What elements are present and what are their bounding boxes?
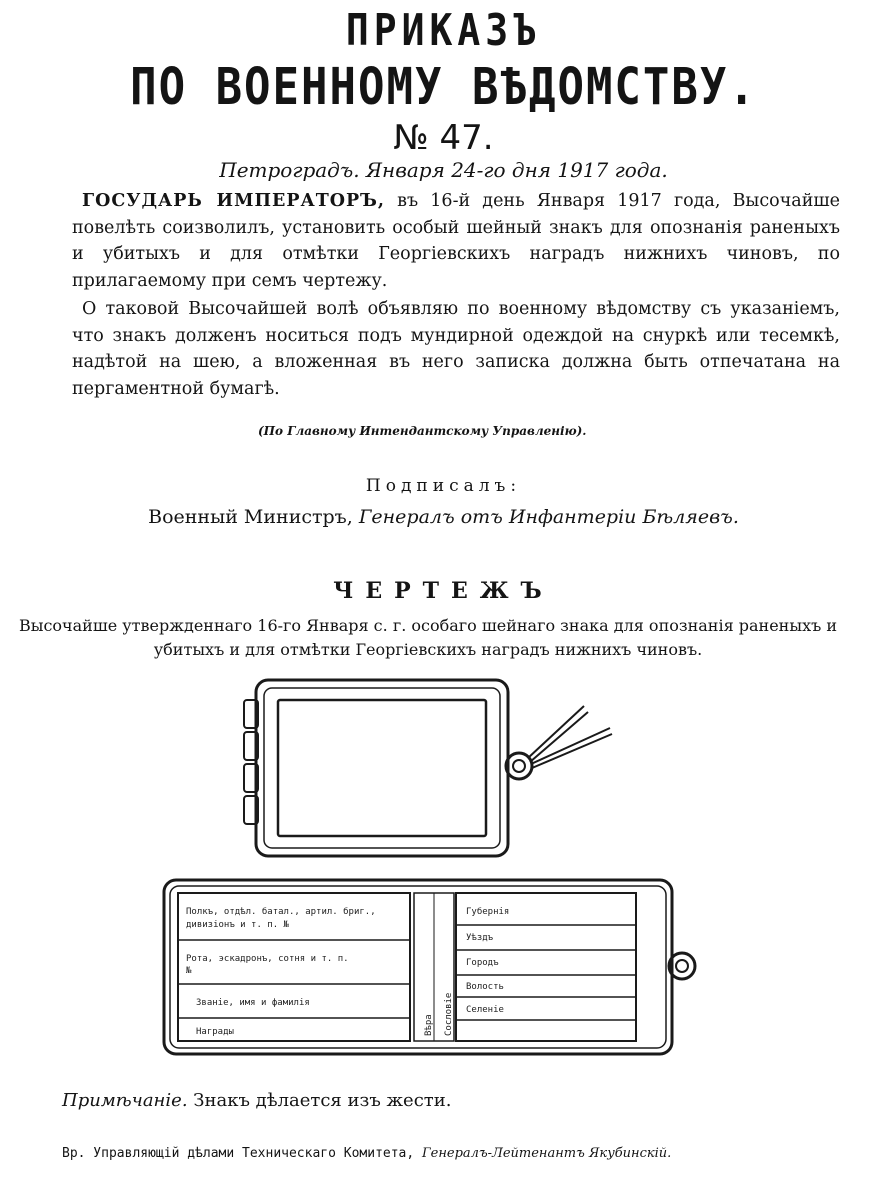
form-field-name: Званіе, имя и фамилія <box>196 998 310 1008</box>
form-field-district: Уѣздъ <box>466 933 494 943</box>
footer-name: Генералъ-Лейтенантъ Якубинскій. <box>422 1146 672 1161</box>
drawing-caption: Высочайше утвержденнаго 16-го Января с. г. особаго шейнаго знака для опознанія раненыхъ и убитыхъ и для отмѣтки Георгіевскихъ наградъ нижнихъ чиновъ. <box>18 616 838 659</box>
form-field-company-1: Рота, эскадронъ, сотня и т. п. <box>186 954 349 964</box>
note-text: Знакъ дѣлается изъ жести. <box>187 1090 452 1111</box>
paragraph-2: О таковой Высочайшей волѣ объявляю по военному вѣдомству съ указаніемъ, что знакъ долженъ носиться подъ мундирной одеждой на снуркѣ или тесемкѣ, надѣтой на шею, а вложенная въ него записка должна быть отпечатана на пергаментной бумагѣ. <box>72 299 840 399</box>
footer-text: Вр. Управляющій дѣлами Техническаго Комитета, <box>62 1146 423 1161</box>
form-field-volost: Волость <box>466 982 504 992</box>
form-field-regiment-2: дивизіонъ и т. п. № <box>186 920 289 930</box>
note-label: Примѣчаніе. <box>62 1090 188 1111</box>
signer-name: Генералъ отъ Инфантеріи Бѣляевъ. <box>358 506 739 528</box>
signer-position: Военный Министръ, <box>148 506 359 528</box>
form-field-estate: Сословіе <box>444 992 454 1036</box>
dateline: Петроградъ. Января 24-го дня 1917 года. <box>219 158 668 182</box>
order-number: № 47. <box>393 118 494 158</box>
form-field-faith: Вѣра <box>424 1014 434 1036</box>
form-field-town: Городъ <box>466 958 499 968</box>
form-field-awards: Награды <box>196 1027 234 1037</box>
footer-signature <box>62 1146 671 1161</box>
paragraph-1-lead: ГОСУДАРЬ ИМПЕРАТОРЪ, <box>82 191 385 211</box>
source-note: (По Главному Интендантскому Управленію). <box>258 424 587 438</box>
note <box>62 1090 451 1111</box>
signed-heading: Подписалъ: <box>365 476 522 496</box>
form-field-village: Селеніе <box>466 1005 504 1015</box>
form-field-regiment-1: Полкъ, отдѣл. батал., артил. бриг., <box>186 907 376 917</box>
form-field-province: Губернія <box>466 907 510 917</box>
form-field-company-2: № <box>186 966 192 976</box>
order-subtitle: ПО ВОЕННОМУ ВѢДОМСТВУ. <box>130 58 757 117</box>
paragraph-1-text: въ 16-й день Января 1917 года, Высочайше повелѣть соизволилъ, установить особый шейный знакъ для опознанія раненыхъ и убитыхъ и для отмѣтки Георгіевскихъ наградъ нижнихъ чиновъ, по прилагаемому при семъ чертежу. <box>72 191 840 291</box>
drawing-title: ЧЕРТЕЖЪ <box>333 578 554 604</box>
order-title: ПРИКАЗЪ <box>345 4 542 56</box>
closed-tag-drawing <box>244 680 612 856</box>
